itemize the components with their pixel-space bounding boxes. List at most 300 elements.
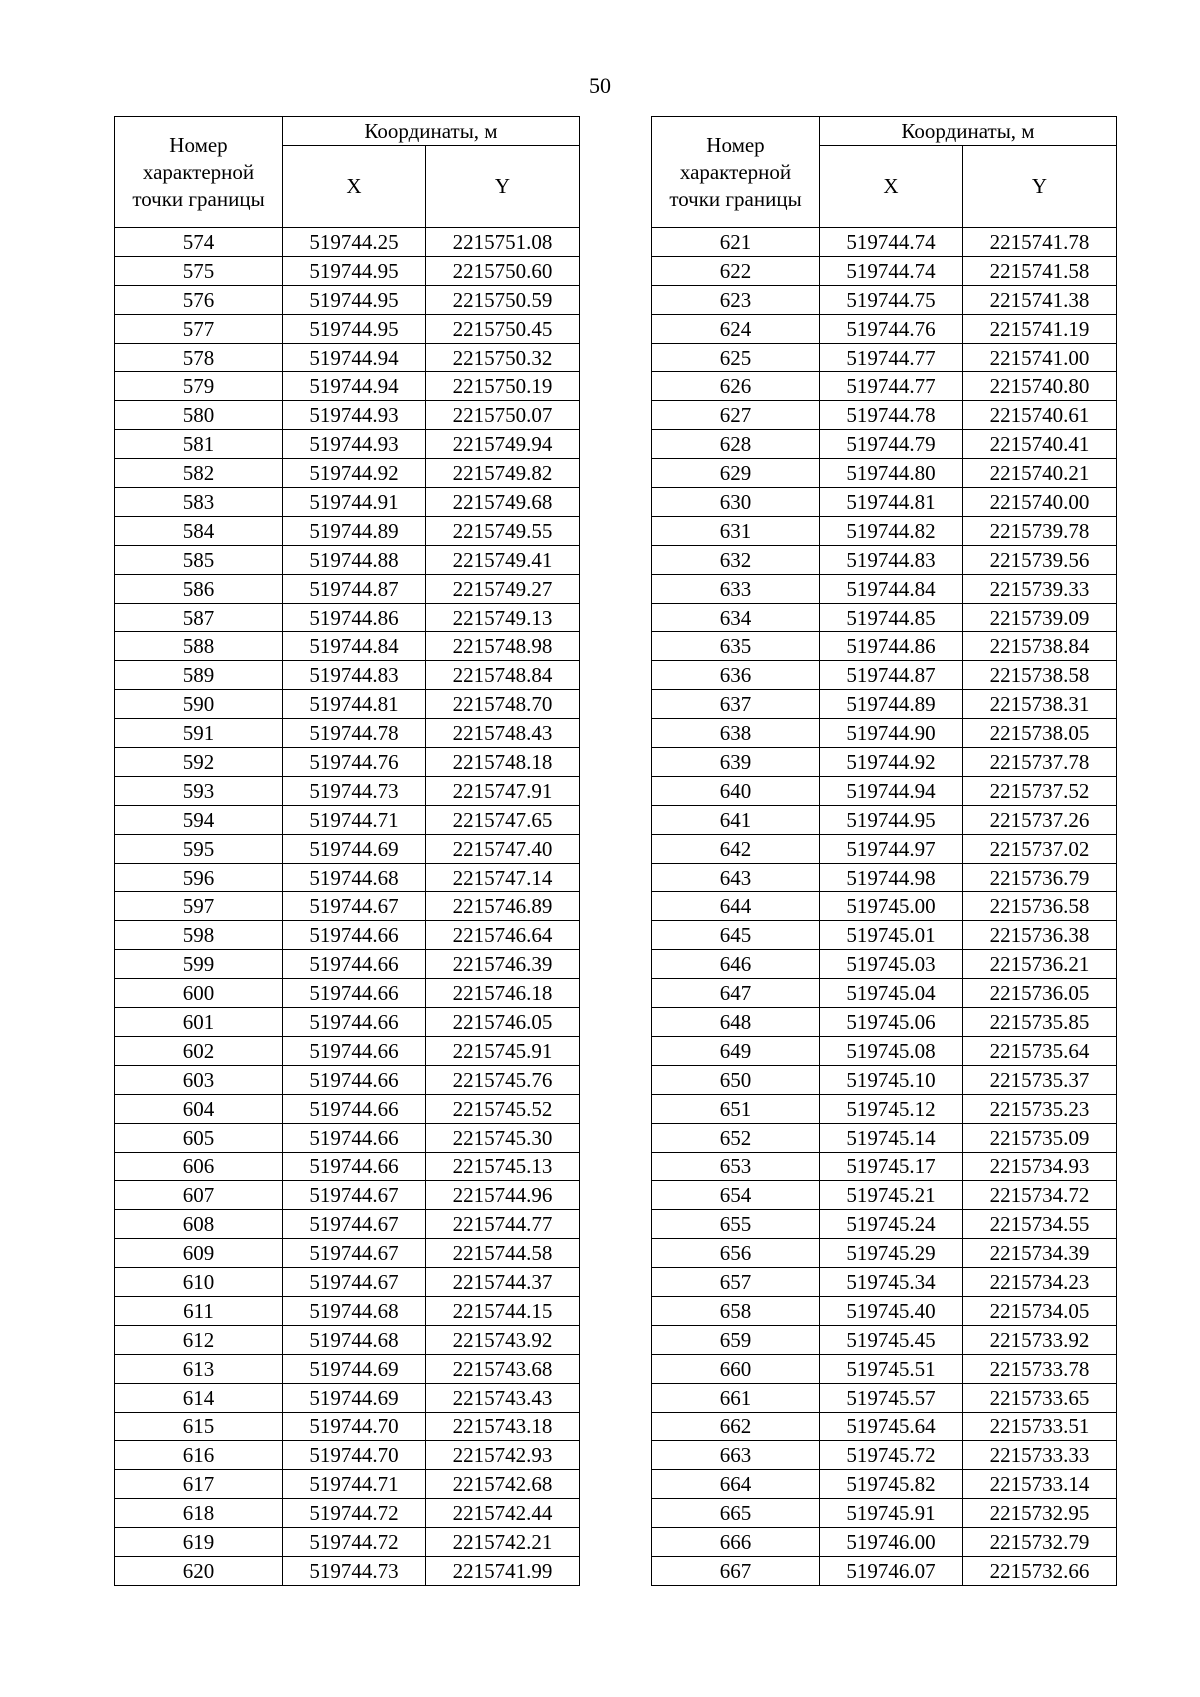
table-row [652, 1383, 1117, 1412]
y-coordinate-cell: 2215738.84 [963, 632, 1117, 661]
y-coordinate-cell: 2215750.45 [426, 314, 580, 343]
table-row [115, 1412, 580, 1441]
point-number-cell: 664 [652, 1470, 820, 1499]
y-coordinate-cell: 2215750.07 [426, 401, 580, 430]
y-coordinate-cell: 2215740.41 [963, 430, 1117, 459]
x-coordinate-cell: 519744.70 [283, 1412, 426, 1441]
table-row [115, 1556, 580, 1585]
table-row [652, 979, 1117, 1008]
x-coordinate-cell: 519744.93 [283, 401, 426, 430]
point-number-cell: 663 [652, 1441, 820, 1470]
y-coordinate-cell: 2215742.93 [426, 1441, 580, 1470]
point-number-cell: 594 [115, 805, 283, 834]
x-coordinate-cell: 519745.06 [820, 1008, 963, 1037]
y-header: Y [426, 146, 580, 228]
point-number-cell: 615 [115, 1412, 283, 1441]
point-number-cell: 608 [115, 1210, 283, 1239]
x-coordinate-cell: 519744.66 [283, 1065, 426, 1094]
x-coordinate-cell: 519744.92 [283, 459, 426, 488]
x-coordinate-cell: 519745.14 [820, 1123, 963, 1152]
x-coordinate-cell: 519745.40 [820, 1296, 963, 1325]
y-coordinate-cell: 2215747.14 [426, 863, 580, 892]
point-number-cell: 624 [652, 314, 820, 343]
x-coordinate-cell: 519745.82 [820, 1470, 963, 1499]
table-row [652, 1152, 1117, 1181]
point-number-cell: 667 [652, 1556, 820, 1585]
point-number-cell: 599 [115, 950, 283, 979]
x-coordinate-cell: 519744.75 [820, 285, 963, 314]
point-number-cell: 616 [115, 1441, 283, 1470]
point-number-cell: 605 [115, 1123, 283, 1152]
x-coordinate-cell: 519744.68 [283, 1296, 426, 1325]
point-number-cell: 597 [115, 892, 283, 921]
x-header: X [820, 146, 963, 228]
y-coordinate-cell: 2215732.79 [963, 1528, 1117, 1557]
y-coordinate-cell: 2215746.89 [426, 892, 580, 921]
y-coordinate-cell: 2215739.33 [963, 574, 1117, 603]
x-coordinate-cell: 519744.97 [820, 834, 963, 863]
point-number-cell: 589 [115, 661, 283, 690]
point-number-cell: 651 [652, 1094, 820, 1123]
table-row [115, 1268, 580, 1297]
y-coordinate-cell: 2215734.55 [963, 1210, 1117, 1239]
table-row [652, 1008, 1117, 1037]
y-coordinate-cell: 2215742.44 [426, 1499, 580, 1528]
table-row [652, 1239, 1117, 1268]
x-coordinate-cell: 519745.17 [820, 1152, 963, 1181]
y-coordinate-cell: 2215745.52 [426, 1094, 580, 1123]
point-number-cell: 576 [115, 285, 283, 314]
point-number-cell: 596 [115, 863, 283, 892]
x-coordinate-cell: 519745.72 [820, 1441, 963, 1470]
y-coordinate-cell: 2215746.39 [426, 950, 580, 979]
point-number-cell: 582 [115, 459, 283, 488]
table-row [652, 1556, 1117, 1585]
table-row [115, 805, 580, 834]
x-coordinate-cell: 519746.00 [820, 1528, 963, 1557]
table-row [115, 1065, 580, 1094]
x-coordinate-cell: 519745.08 [820, 1036, 963, 1065]
table-row [652, 1094, 1117, 1123]
x-coordinate-cell: 519744.66 [283, 1008, 426, 1037]
y-coordinate-cell: 2215736.79 [963, 863, 1117, 892]
y-coordinate-cell: 2215750.32 [426, 343, 580, 372]
x-coordinate-cell: 519745.91 [820, 1499, 963, 1528]
table-row [115, 228, 580, 257]
y-coordinate-cell: 2215739.56 [963, 545, 1117, 574]
table-row [652, 372, 1117, 401]
y-coordinate-cell: 2215734.93 [963, 1152, 1117, 1181]
table-row [115, 776, 580, 805]
point-number-cell: 641 [652, 805, 820, 834]
point-number-cell: 638 [652, 719, 820, 748]
x-coordinate-cell: 519744.74 [820, 228, 963, 257]
y-coordinate-cell: 2215737.78 [963, 748, 1117, 777]
x-coordinate-cell: 519744.71 [283, 805, 426, 834]
point-number-cell: 634 [652, 603, 820, 632]
coordinates-header: Координаты, м [820, 117, 1117, 146]
y-coordinate-cell: 2215743.68 [426, 1354, 580, 1383]
table-row [115, 1210, 580, 1239]
table-row [115, 459, 580, 488]
x-coordinate-cell: 519744.86 [283, 603, 426, 632]
table-row [115, 921, 580, 950]
table-row [652, 256, 1117, 285]
x-coordinate-cell: 519744.67 [283, 1181, 426, 1210]
table-row [652, 1123, 1117, 1152]
point-number-cell: 629 [652, 459, 820, 488]
y-coordinate-cell: 2215745.13 [426, 1152, 580, 1181]
x-coordinate-cell: 519744.67 [283, 1210, 426, 1239]
y-coordinate-cell: 2215742.68 [426, 1470, 580, 1499]
x-coordinate-cell: 519745.10 [820, 1065, 963, 1094]
x-coordinate-cell: 519744.86 [820, 632, 963, 661]
point-number-cell: 591 [115, 719, 283, 748]
point-number-cell: 620 [115, 1556, 283, 1585]
table-row [115, 545, 580, 574]
table-row [115, 516, 580, 545]
table-row [115, 1383, 580, 1412]
y-coordinate-cell: 2215744.15 [426, 1296, 580, 1325]
y-coordinate-cell: 2215739.78 [963, 516, 1117, 545]
x-coordinate-cell: 519745.12 [820, 1094, 963, 1123]
point-number-cell: 660 [652, 1354, 820, 1383]
table-row [115, 285, 580, 314]
table-row [115, 1008, 580, 1037]
x-coordinate-cell: 519744.87 [283, 574, 426, 603]
table-row [652, 748, 1117, 777]
table-row [652, 1441, 1117, 1470]
point-number-cell: 603 [115, 1065, 283, 1094]
point-number-cell: 631 [652, 516, 820, 545]
table-row [652, 343, 1117, 372]
table-row [115, 1094, 580, 1123]
table-row [652, 285, 1117, 314]
point-number-header: Номер характерной точки границы [652, 117, 820, 228]
point-number-cell: 602 [115, 1036, 283, 1065]
point-number-cell: 575 [115, 256, 283, 285]
point-number-cell: 666 [652, 1528, 820, 1557]
table-row [652, 1065, 1117, 1094]
point-number-cell: 652 [652, 1123, 820, 1152]
table-row [115, 690, 580, 719]
point-number-cell: 636 [652, 661, 820, 690]
table-row [652, 805, 1117, 834]
table-row [115, 372, 580, 401]
point-number-cell: 585 [115, 545, 283, 574]
table-row [652, 719, 1117, 748]
y-coordinate-cell: 2215749.94 [426, 430, 580, 459]
y-coordinate-cell: 2215733.78 [963, 1354, 1117, 1383]
y-coordinate-cell: 2215748.70 [426, 690, 580, 719]
x-coordinate-cell: 519744.78 [283, 719, 426, 748]
y-coordinate-cell: 2215738.58 [963, 661, 1117, 690]
table-row [115, 1441, 580, 1470]
point-number-cell: 593 [115, 776, 283, 805]
x-coordinate-cell: 519745.29 [820, 1239, 963, 1268]
page-number: 50 [589, 73, 611, 98]
table-row [652, 1296, 1117, 1325]
table-row [652, 690, 1117, 719]
y-coordinate-cell: 2215740.00 [963, 488, 1117, 517]
y-coordinate-cell: 2215736.05 [963, 979, 1117, 1008]
y-coordinate-cell: 2215745.76 [426, 1065, 580, 1094]
point-number-cell: 587 [115, 603, 283, 632]
y-coordinate-cell: 2215739.09 [963, 603, 1117, 632]
x-coordinate-cell: 519744.90 [820, 719, 963, 748]
x-coordinate-cell: 519744.84 [820, 574, 963, 603]
y-coordinate-cell: 2215750.60 [426, 256, 580, 285]
x-coordinate-cell: 519745.64 [820, 1412, 963, 1441]
point-number-cell: 643 [652, 863, 820, 892]
x-coordinate-cell: 519744.77 [820, 343, 963, 372]
x-coordinate-cell: 519744.93 [283, 430, 426, 459]
x-coordinate-cell: 519744.66 [283, 979, 426, 1008]
point-number-cell: 598 [115, 921, 283, 950]
point-number-cell: 574 [115, 228, 283, 257]
x-coordinate-cell: 519744.95 [283, 256, 426, 285]
table-row [652, 1499, 1117, 1528]
coordinates-table-right [651, 116, 1117, 1586]
point-number-cell: 625 [652, 343, 820, 372]
point-number-cell: 655 [652, 1210, 820, 1239]
table-row [652, 430, 1117, 459]
table-row [652, 603, 1117, 632]
y-coordinate-cell: 2215750.59 [426, 285, 580, 314]
y-coordinate-cell: 2215741.00 [963, 343, 1117, 372]
x-coordinate-cell: 519744.25 [283, 228, 426, 257]
y-coordinate-cell: 2215747.65 [426, 805, 580, 834]
x-coordinate-cell: 519744.95 [820, 805, 963, 834]
x-coordinate-cell: 519744.74 [820, 256, 963, 285]
point-number-cell: 628 [652, 430, 820, 459]
y-coordinate-cell: 2215738.31 [963, 690, 1117, 719]
x-coordinate-cell: 519744.66 [283, 950, 426, 979]
table-row [115, 1528, 580, 1557]
x-coordinate-cell: 519744.92 [820, 748, 963, 777]
table-row [115, 661, 580, 690]
y-coordinate-cell: 2215742.21 [426, 1528, 580, 1557]
table-row [652, 892, 1117, 921]
x-coordinate-cell: 519744.94 [820, 776, 963, 805]
y-coordinate-cell: 2215733.51 [963, 1412, 1117, 1441]
x-coordinate-cell: 519745.00 [820, 892, 963, 921]
table-row [115, 1239, 580, 1268]
y-coordinate-cell: 2215737.26 [963, 805, 1117, 834]
point-number-cell: 646 [652, 950, 820, 979]
table-row [115, 1123, 580, 1152]
x-coordinate-cell: 519744.84 [283, 632, 426, 661]
table-row [115, 1036, 580, 1065]
x-coordinate-cell: 519744.67 [283, 892, 426, 921]
x-coordinate-cell: 519744.88 [283, 545, 426, 574]
table-row [652, 545, 1117, 574]
y-coordinate-cell: 2215732.66 [963, 1556, 1117, 1585]
y-coordinate-cell: 2215735.64 [963, 1036, 1117, 1065]
table-row [115, 488, 580, 517]
table-row [115, 1470, 580, 1499]
y-coordinate-cell: 2215749.27 [426, 574, 580, 603]
y-coordinate-cell: 2215743.18 [426, 1412, 580, 1441]
point-number-cell: 622 [652, 256, 820, 285]
point-number-cell: 626 [652, 372, 820, 401]
table-row [652, 1268, 1117, 1297]
point-number-cell: 613 [115, 1354, 283, 1383]
y-coordinate-cell: 2215744.96 [426, 1181, 580, 1210]
x-coordinate-cell: 519744.72 [283, 1499, 426, 1528]
point-number-cell: 657 [652, 1268, 820, 1297]
y-coordinate-cell: 2215736.58 [963, 892, 1117, 921]
x-coordinate-cell: 519744.73 [283, 776, 426, 805]
y-coordinate-cell: 2215745.30 [426, 1123, 580, 1152]
point-number-cell: 601 [115, 1008, 283, 1037]
y-coordinate-cell: 2215733.33 [963, 1441, 1117, 1470]
y-coordinate-cell: 2215734.23 [963, 1268, 1117, 1297]
table-body [652, 228, 1117, 1586]
x-coordinate-cell: 519744.66 [283, 1094, 426, 1123]
x-coordinate-cell: 519745.24 [820, 1210, 963, 1239]
point-number-cell: 609 [115, 1239, 283, 1268]
table-row [652, 1412, 1117, 1441]
point-number-cell: 577 [115, 314, 283, 343]
y-coordinate-cell: 2215750.19 [426, 372, 580, 401]
point-number-cell: 595 [115, 834, 283, 863]
y-coordinate-cell: 2215749.55 [426, 516, 580, 545]
point-number-cell: 617 [115, 1470, 283, 1499]
table-row [652, 632, 1117, 661]
x-coordinate-cell: 519745.51 [820, 1354, 963, 1383]
point-number-cell: 642 [652, 834, 820, 863]
point-number-cell: 610 [115, 1268, 283, 1297]
point-number-cell: 578 [115, 343, 283, 372]
y-coordinate-cell: 2215740.61 [963, 401, 1117, 430]
point-number-cell: 592 [115, 748, 283, 777]
table-row [115, 1325, 580, 1354]
table-row [652, 1354, 1117, 1383]
y-coordinate-cell: 2215737.02 [963, 834, 1117, 863]
point-number-cell: 580 [115, 401, 283, 430]
point-number-cell: 606 [115, 1152, 283, 1181]
table-row [115, 1499, 580, 1528]
point-number-cell: 658 [652, 1296, 820, 1325]
point-number-cell: 611 [115, 1296, 283, 1325]
x-coordinate-cell: 519744.94 [283, 343, 426, 372]
point-number-cell: 619 [115, 1528, 283, 1557]
table-row [652, 459, 1117, 488]
y-coordinate-cell: 2215732.95 [963, 1499, 1117, 1528]
y-coordinate-cell: 2215741.99 [426, 1556, 580, 1585]
point-number-cell: 607 [115, 1181, 283, 1210]
coordinates-header: Координаты, м [283, 117, 580, 146]
point-number-cell: 586 [115, 574, 283, 603]
y-coordinate-cell: 2215744.37 [426, 1268, 580, 1297]
x-header: X [283, 146, 426, 228]
point-number-cell: 662 [652, 1412, 820, 1441]
y-coordinate-cell: 2215738.05 [963, 719, 1117, 748]
x-coordinate-cell: 519745.57 [820, 1383, 963, 1412]
y-coordinate-cell: 2215745.91 [426, 1036, 580, 1065]
point-number-cell: 659 [652, 1325, 820, 1354]
table-row [115, 574, 580, 603]
x-coordinate-cell: 519744.73 [283, 1556, 426, 1585]
y-coordinate-cell: 2215749.82 [426, 459, 580, 488]
point-number-cell: 640 [652, 776, 820, 805]
point-number-cell: 612 [115, 1325, 283, 1354]
x-coordinate-cell: 519744.89 [820, 690, 963, 719]
table-row [652, 950, 1117, 979]
table-row [115, 950, 580, 979]
table-row [652, 863, 1117, 892]
y-coordinate-cell: 2215734.05 [963, 1296, 1117, 1325]
y-coordinate-cell: 2215744.58 [426, 1239, 580, 1268]
x-coordinate-cell: 519745.21 [820, 1181, 963, 1210]
point-number-cell: 600 [115, 979, 283, 1008]
x-coordinate-cell: 519744.66 [283, 921, 426, 950]
y-coordinate-cell: 2215733.14 [963, 1470, 1117, 1499]
table-row [115, 430, 580, 459]
point-number-cell: 665 [652, 1499, 820, 1528]
point-number-cell: 656 [652, 1239, 820, 1268]
y-header: Y [963, 146, 1117, 228]
y-coordinate-cell: 2215747.40 [426, 834, 580, 863]
y-coordinate-cell: 2215748.98 [426, 632, 580, 661]
x-coordinate-cell: 519744.87 [820, 661, 963, 690]
x-coordinate-cell: 519744.76 [283, 748, 426, 777]
x-coordinate-cell: 519744.77 [820, 372, 963, 401]
y-coordinate-cell: 2215736.38 [963, 921, 1117, 950]
y-coordinate-cell: 2215748.18 [426, 748, 580, 777]
table-row [652, 661, 1117, 690]
y-coordinate-cell: 2215749.68 [426, 488, 580, 517]
point-number-cell: 637 [652, 690, 820, 719]
point-number-cell: 588 [115, 632, 283, 661]
point-number-cell: 644 [652, 892, 820, 921]
table-row [652, 1210, 1117, 1239]
table-row [652, 921, 1117, 950]
y-coordinate-cell: 2215751.08 [426, 228, 580, 257]
point-number-cell: 635 [652, 632, 820, 661]
x-coordinate-cell: 519744.94 [283, 372, 426, 401]
x-coordinate-cell: 519745.01 [820, 921, 963, 950]
y-coordinate-cell: 2215734.39 [963, 1239, 1117, 1268]
table-row [115, 748, 580, 777]
table-row [652, 574, 1117, 603]
x-coordinate-cell: 519744.95 [283, 285, 426, 314]
point-number-cell: 627 [652, 401, 820, 430]
table-row [652, 1325, 1117, 1354]
y-coordinate-cell: 2215749.41 [426, 545, 580, 574]
x-coordinate-cell: 519744.89 [283, 516, 426, 545]
y-coordinate-cell: 2215741.78 [963, 228, 1117, 257]
x-coordinate-cell: 519744.80 [820, 459, 963, 488]
y-coordinate-cell: 2215749.13 [426, 603, 580, 632]
y-coordinate-cell: 2215741.58 [963, 256, 1117, 285]
table-row [115, 1296, 580, 1325]
y-coordinate-cell: 2215741.19 [963, 314, 1117, 343]
table-row [115, 892, 580, 921]
x-coordinate-cell: 519744.72 [283, 1528, 426, 1557]
point-number-cell: 614 [115, 1383, 283, 1412]
point-number-cell: 653 [652, 1152, 820, 1181]
x-coordinate-cell: 519744.98 [820, 863, 963, 892]
x-coordinate-cell: 519745.34 [820, 1268, 963, 1297]
x-coordinate-cell: 519745.03 [820, 950, 963, 979]
x-coordinate-cell: 519744.67 [283, 1239, 426, 1268]
point-number-cell: 621 [652, 228, 820, 257]
table-row [652, 834, 1117, 863]
point-number-cell: 633 [652, 574, 820, 603]
table-row [115, 632, 580, 661]
